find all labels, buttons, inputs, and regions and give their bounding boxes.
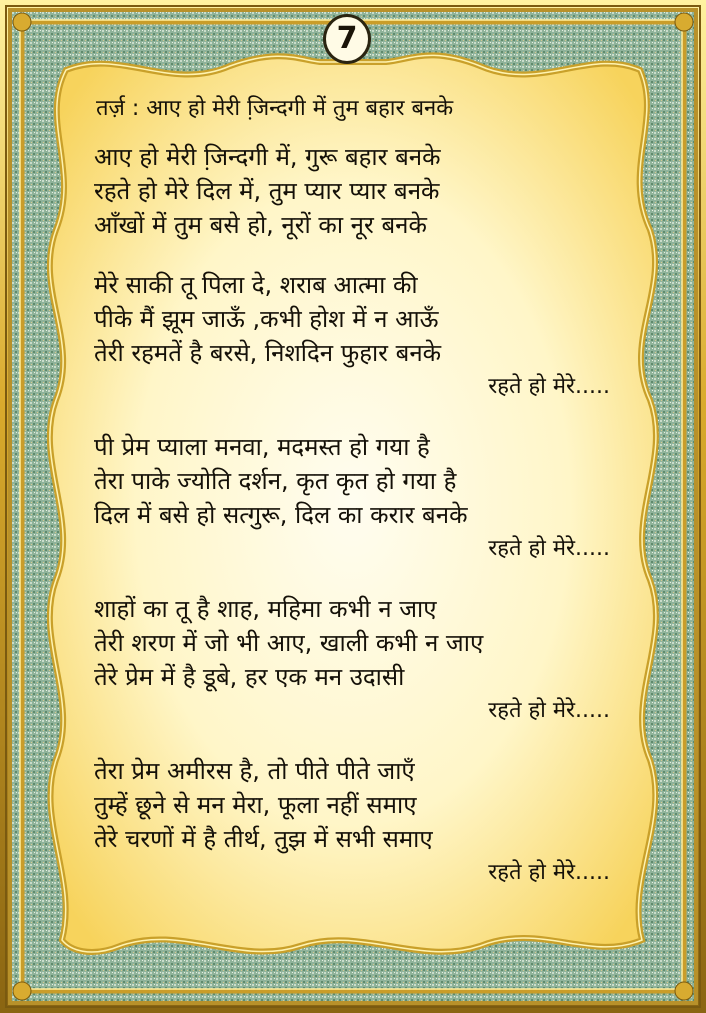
stanza-line: तेरा प्रेम अमीरस है, तो पीते पीते जाएँ <box>94 757 415 785</box>
refrain-line: रहते हो मेरे..... <box>488 860 610 885</box>
stanza-5 <box>94 754 624 890</box>
refrain-line: रहते हो मेरे..... <box>488 536 610 561</box>
stanza-1 <box>94 140 624 242</box>
stanza-line: दिल में बसे हो सत्गुरू, दिल का करार बनके <box>94 501 468 529</box>
refrain-line: रहते हो मेरे..... <box>488 374 610 399</box>
stanza-line: शाहों का तू है शाह, महिमा कभी न जाए <box>94 595 437 623</box>
stanza-line: रहते हो मेरे दिल में, तुम प्यार प्यार बनके <box>94 177 440 205</box>
stanza-line: तेरे प्रेम में है डूबे, हर एक मन उदासी <box>94 663 405 691</box>
bhajan-text <box>94 92 624 916</box>
stanza-line: तेरी शरण में जो भी आए, खाली कभी न जाए <box>94 629 484 657</box>
page-number-badge: 7 <box>323 14 371 64</box>
refrain-line: रहते हो मेरे..... <box>488 698 610 723</box>
stanza-3 <box>94 430 624 566</box>
stanza-line: पीके मैं झूम जाऊँ ,कभी होश में न आऊँ <box>94 305 439 333</box>
stanza-2 <box>94 268 624 404</box>
stanza-line: तेरी रहमतें है बरसे, निशदिन फुहार बनके <box>94 339 442 367</box>
stanza-4 <box>94 592 624 728</box>
stanza-line: तुम्हें छूने से मन मेरा, फूला नहीं समाए <box>94 791 417 819</box>
stanza-line: तेरा पाके ज्योति दर्शन, कृत कृत हो गया है <box>94 467 457 495</box>
stanza-line: तेरे चरणों में है तीर्थ, तुझ में सभी समाए <box>94 825 433 853</box>
stanza-line: आए हो मेरी जि़न्दगी में, गुरू बहार बनके <box>94 143 441 171</box>
stanza-line: पी प्रेम प्याला मनवा, मदमस्त हो गया है <box>94 433 430 461</box>
stanza-line: मेरे साकी तू पिला दे, शराब आत्मा की <box>94 271 418 299</box>
tune-reference: तर्ज़ : आए हो मेरी जि़न्दगी में तुम बहार बनके <box>96 96 454 121</box>
stanza-line: आँखों में तुम बसे हो, नूरों का नूर बनके <box>94 211 427 239</box>
